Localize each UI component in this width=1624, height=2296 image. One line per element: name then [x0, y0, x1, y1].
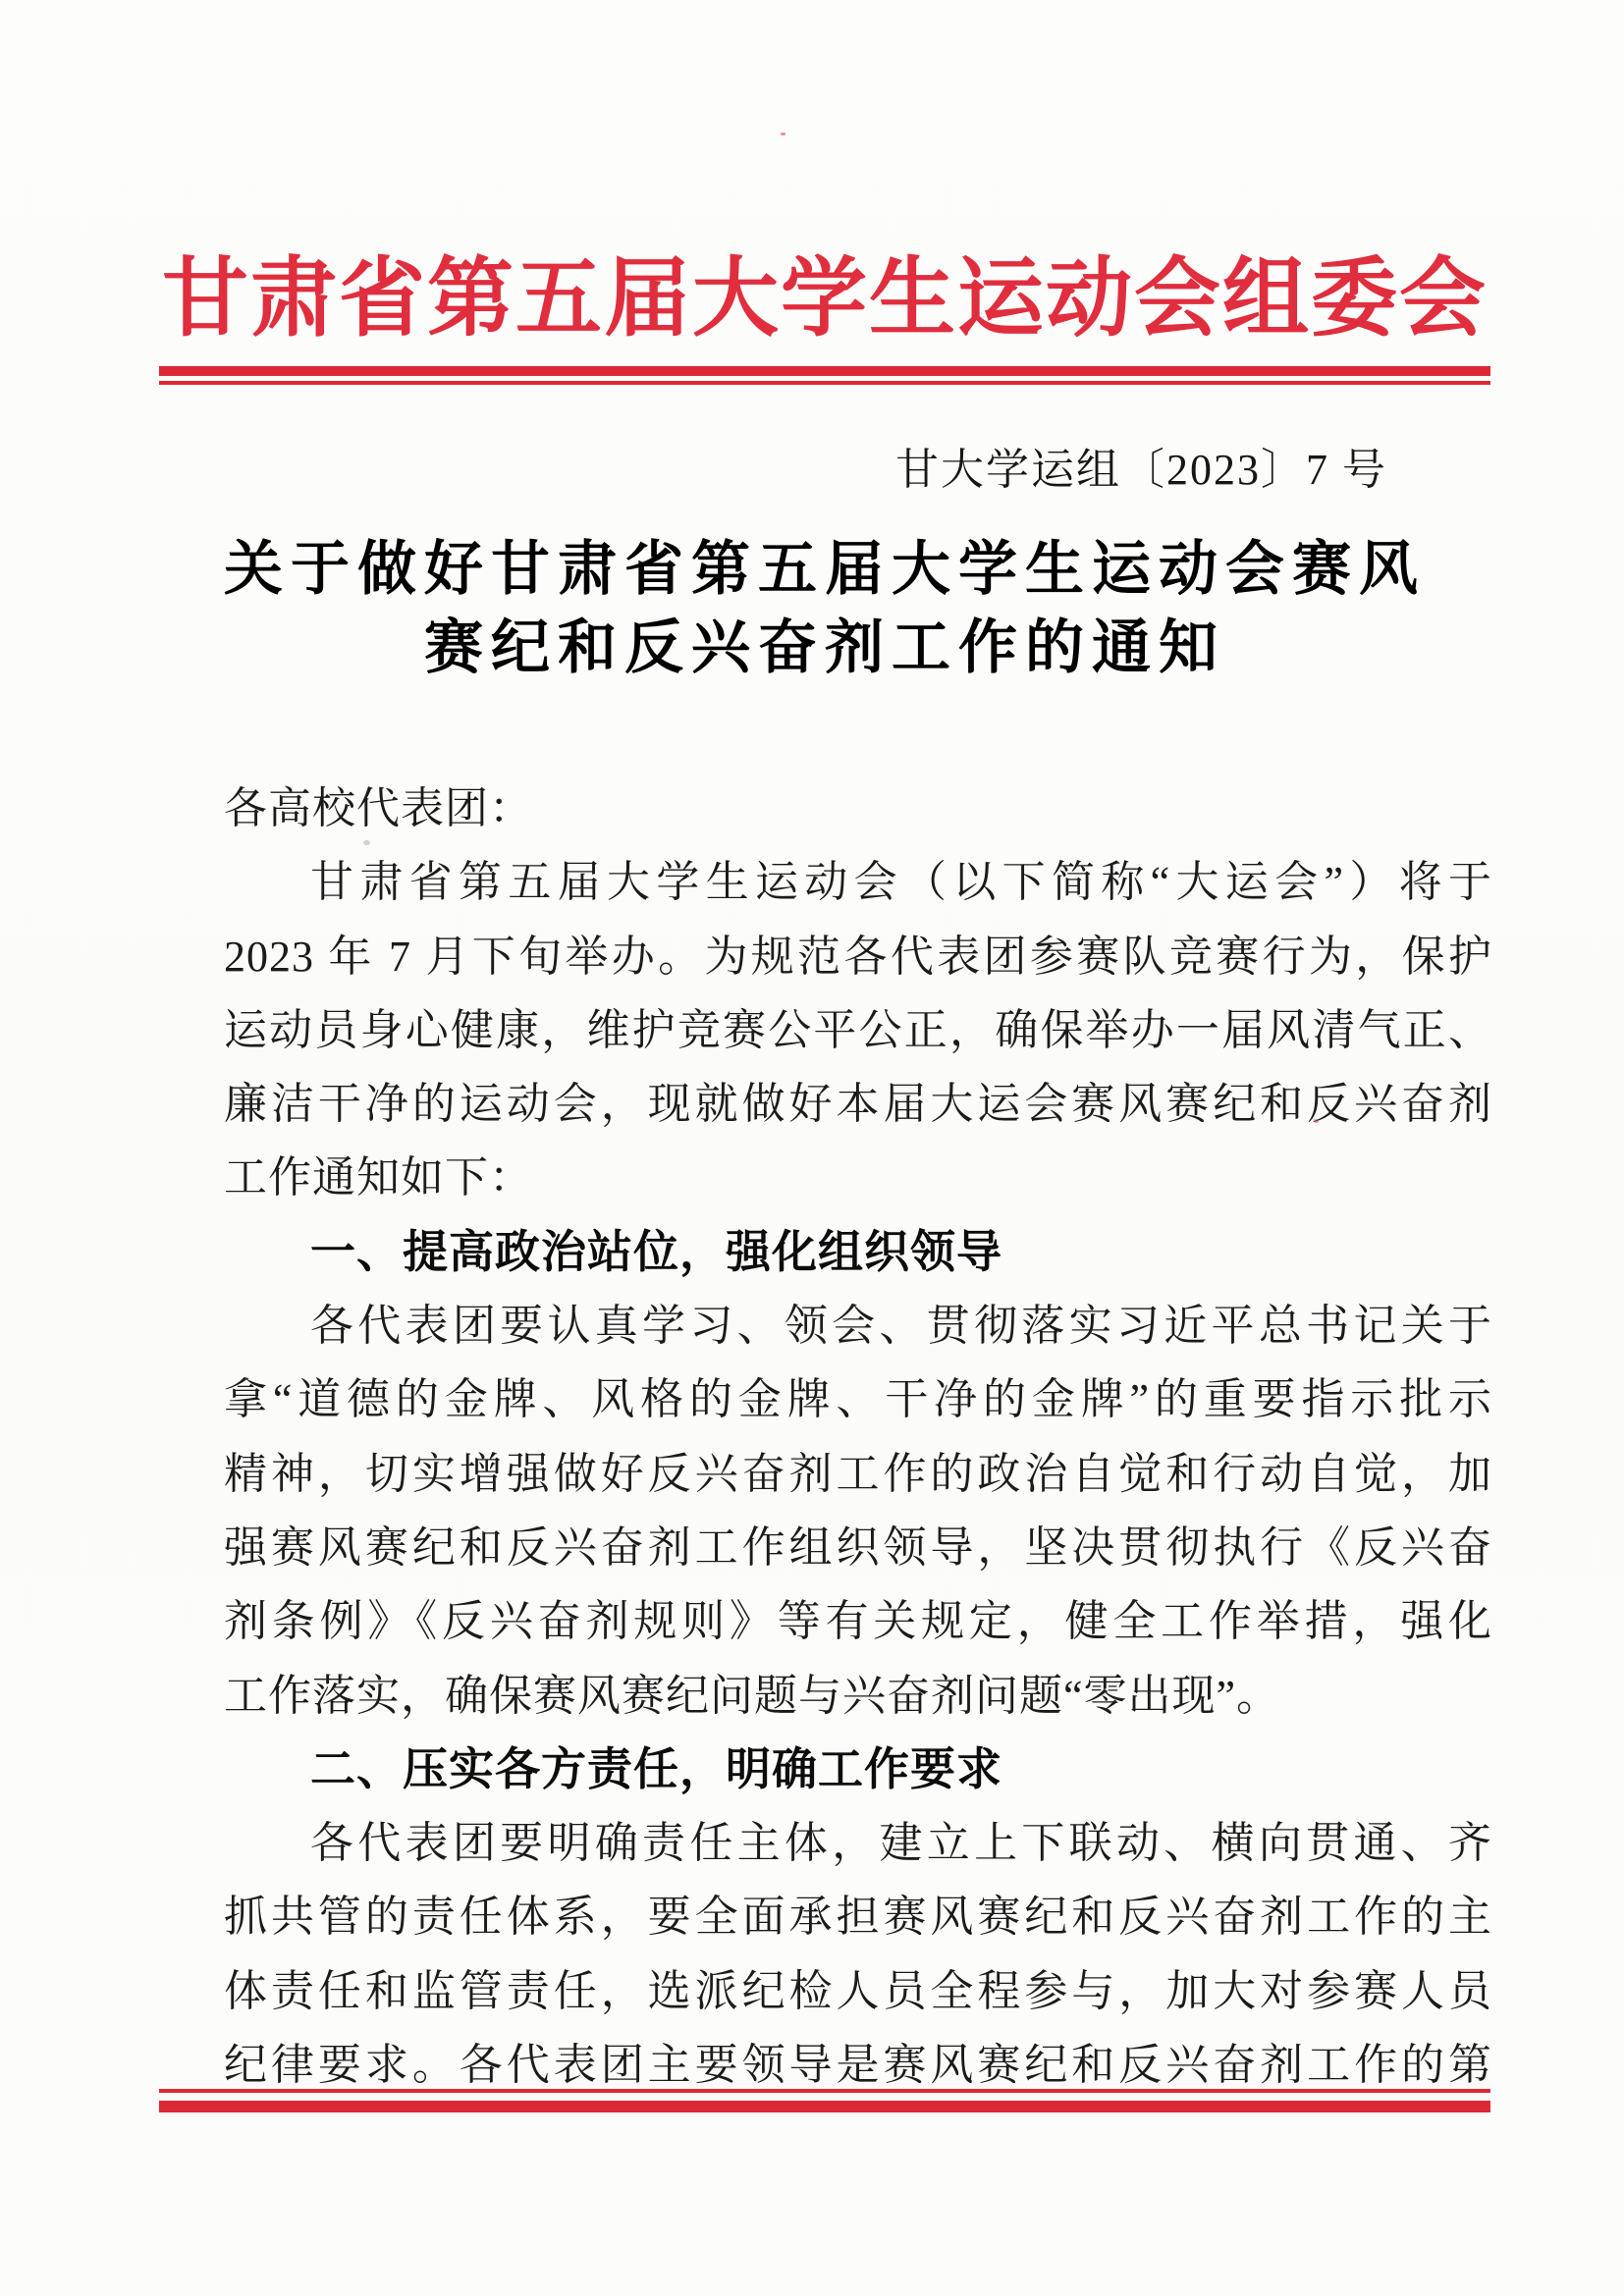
- section-heading-one: 一、提高政治站位，强化组织领导: [310, 1225, 1002, 1277]
- document-title-line-1: 关于做好甘肃省第五届大学生运动会赛风: [224, 537, 1426, 602]
- section-heading-two: 二、压实各方责任，明确工作要求: [310, 1742, 1002, 1794]
- body-line: 纪律要求。各代表团主要领导是赛风赛纪和反兴奋剂工作的第: [224, 2041, 1492, 2090]
- body-line: 剂条例》《反兴奋剂规则》等有关规定，健全工作举措，强化: [224, 1597, 1492, 1646]
- scan-speck: [781, 133, 785, 135]
- body-line: 精神，切实增强做好反兴奋剂工作的政治自觉和行动自觉，加: [224, 1449, 1492, 1498]
- document-title: [159, 530, 1490, 687]
- scan-speck: [363, 840, 370, 845]
- doc-number: 甘大学运组〔2023〕7 号: [895, 446, 1387, 494]
- body-line: 体责任和监管责任，选派纪检人员全程参与，加大对参赛人员: [224, 1966, 1492, 2015]
- body-line: 强赛风赛纪和反兴奋剂工作组织领导，坚决贯彻执行《反兴奋: [224, 1522, 1492, 1572]
- body-line: 运动员身心健康，维护竞赛公平公正，确保举办一届风清气正、: [224, 1005, 1492, 1054]
- body-text: [224, 772, 1492, 2102]
- scan-speck: [1314, 1119, 1319, 1123]
- footer-rule-thin: [159, 2089, 1490, 2093]
- body-line: 各代表团要明确责任主体，建立上下联动、横向贯通、齐: [310, 1819, 1492, 1868]
- body-line: 各代表团要认真学习、领会、贯彻落实习近平总书记关于: [310, 1302, 1492, 1351]
- body-line: 拿“道德的金牌、风格的金牌、干净的金牌”的重要指示批示: [224, 1375, 1492, 1424]
- body-line: 工作通知如下：: [224, 1153, 533, 1202]
- footer-rule-thick: [159, 2101, 1490, 2112]
- body-line: 甘肃省第五届大学生运动会（以下简称“大运会”）将于: [310, 858, 1492, 907]
- header-rule-thin: [159, 381, 1490, 385]
- body-line: 工作落实，确保赛风赛纪问题与兴奋剂问题“零出现”。: [224, 1671, 1281, 1720]
- header-rule-thick: [159, 366, 1490, 376]
- body-line: 廉洁干净的运动会，现就做好本届大运会赛风赛纪和反兴奋剂: [224, 1080, 1492, 1129]
- org-title: 甘肃省第五届大学生运动会组委会: [161, 252, 1488, 347]
- body-line: 抓共管的责任体系，要全面承担赛风赛纪和反兴奋剂工作的主: [224, 1893, 1492, 1942]
- document-title-line-2: 赛纪和反兴奋剂工作的通知: [424, 615, 1225, 680]
- salutation: 各高校代表团：: [224, 784, 533, 832]
- body-line: 2023 年 7 月下旬举办。为规范各代表团参赛队竞赛行为，保护: [224, 932, 1492, 981]
